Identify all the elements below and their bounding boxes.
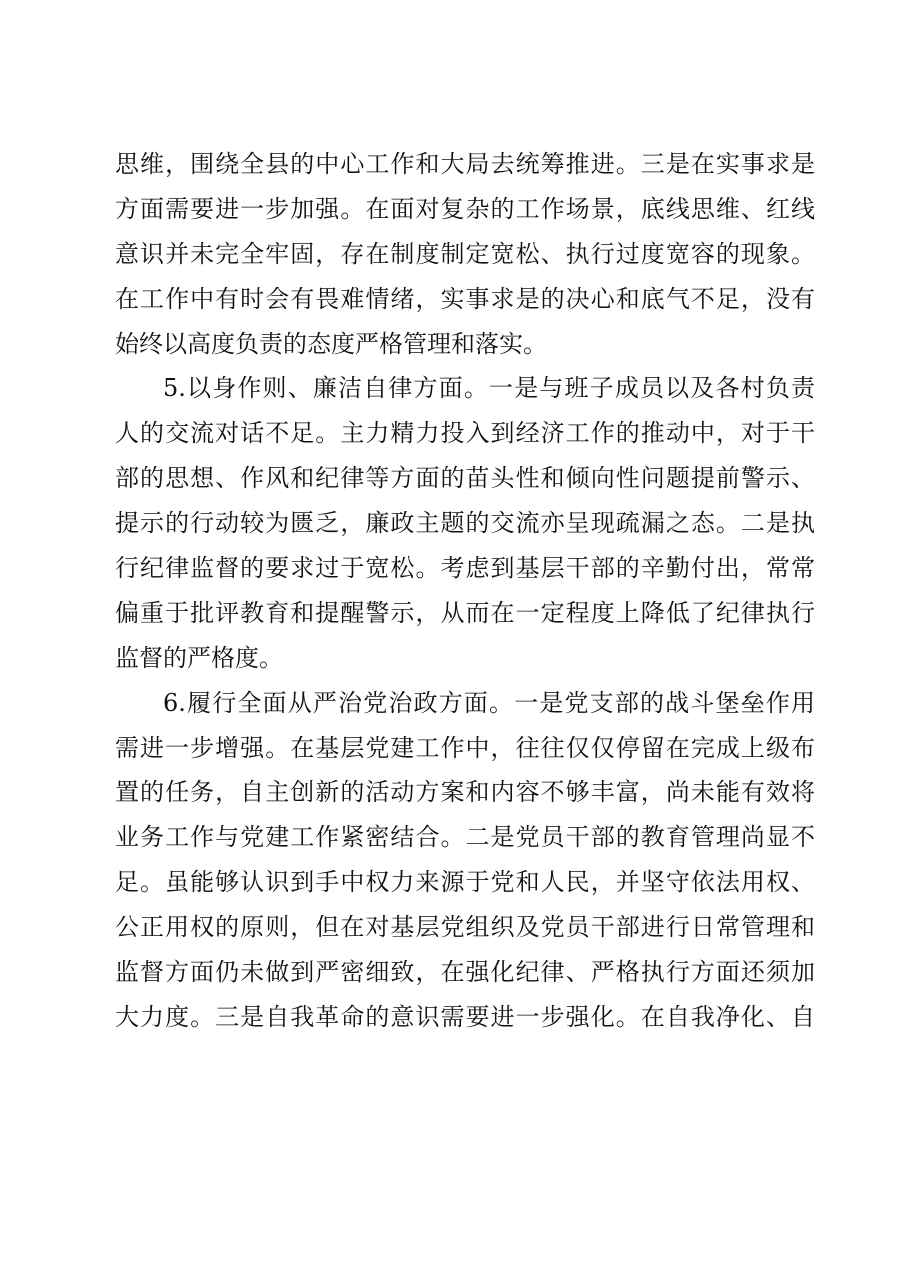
section-5-heading-line: 5.以身作则、廉洁自律方面。一是与班子成员以及各村负责 — [163, 374, 815, 403]
text-line: 监督方面仍未做到严密细致，在强化纪律、严格执行方面还须加 — [115, 958, 815, 987]
text-line: 思维，围绕全县的中心工作和大局去统筹推进。三是在实事求是 — [115, 150, 815, 178]
text-line: 需进一步增强。在基层党建工作中，往往仅仅停留在完成上级布 — [115, 733, 815, 762]
text-line: 始终以高度负责的态度严格管理和落实。 — [115, 329, 547, 358]
text-line: 偏重于批评教育和提醒警示，从而在一定程度上降低了纪律执行 — [115, 598, 815, 627]
text-line: 足。虽能够认识到手中权力来源于党和人民，并坚守依法用权、 — [115, 868, 815, 897]
text-line: 意识并未完全牢固，存在制度制定宽松、执行过度宽容的现象。 — [115, 239, 815, 268]
text-line: 部的思想、作风和纪律等方面的苗头性和倾向性问题提前警示、 — [115, 464, 815, 493]
text-line: 人的交流对话不足。主力精力投入到经济工作的推动中，对于干 — [115, 419, 815, 448]
text-line: 监督的严格度。 — [115, 643, 283, 672]
text-line: 置的任务，自主创新的活动方案和内容不够丰富，尚未能有效将 — [115, 778, 815, 807]
text-line: 在工作中有时会有畏难情绪，实事求是的决心和底气不足，没有 — [115, 284, 815, 313]
text-line: 提示的行动较为匮乏，廉政主题的交流亦呈现疏漏之态。二是执 — [115, 509, 815, 538]
text-line: 业务工作与党建工作紧密结合。二是党员干部的教育管理尚显不 — [115, 823, 815, 852]
document-body — [115, 142, 815, 1040]
text-line: 大力度。三是自我革命的意识需要进一步强化。在自我净化、自 — [115, 1002, 815, 1031]
text-line: 方面需要进一步加强。在面对复杂的工作场景，底线思维、红线 — [115, 194, 815, 223]
text-line: 公正用权的原则，但在对基层党组织及党员干部进行日常管理和 — [115, 913, 815, 942]
text-line: 行纪律监督的要求过于宽松。考虑到基层干部的辛勤付出，常常 — [115, 554, 815, 583]
section-6-heading-line: 6.履行全面从严治党治政方面。一是党支部的战斗堡垒作用 — [163, 688, 815, 717]
